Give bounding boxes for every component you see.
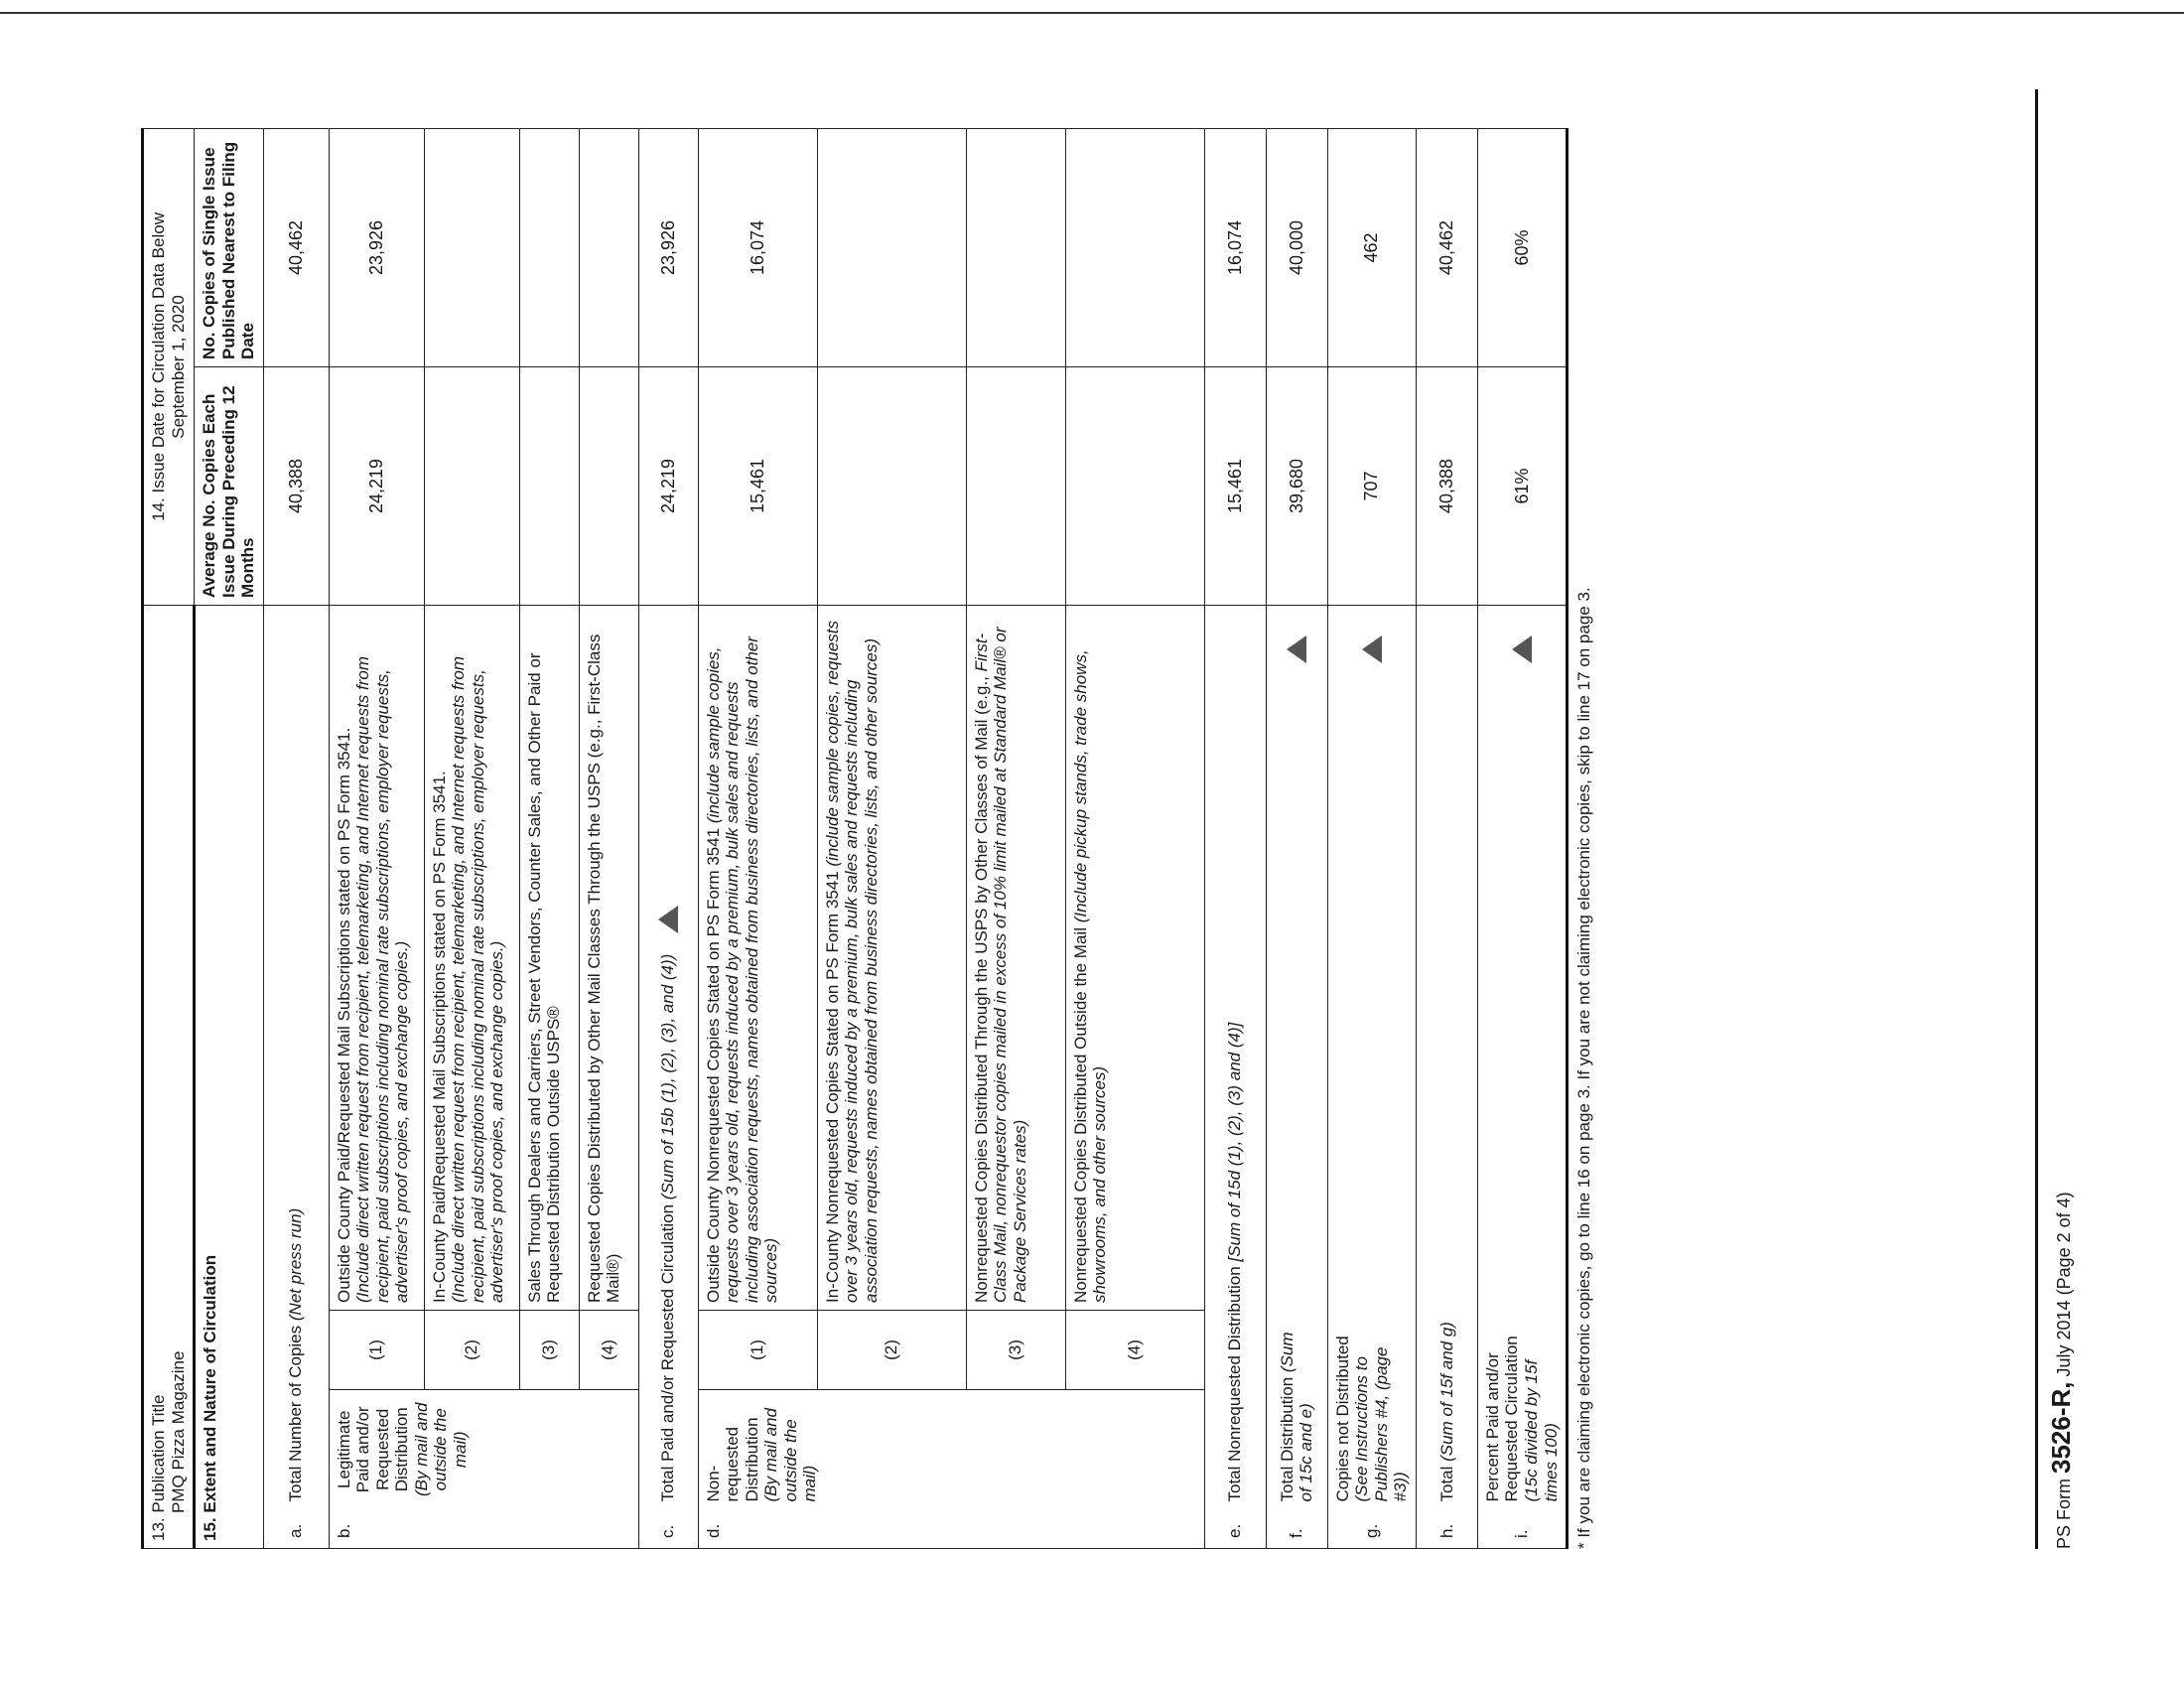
row-a-avg: 40,388 [263,366,329,605]
row-b3-avg [519,366,579,605]
row-d4-main: Nonrequested Copies Distributed Outside the Mail [1070,922,1090,1303]
row-d2 [817,128,966,1548]
row-f-label-text: Total Distribution [1277,1372,1297,1502]
item13-num: 13. [149,1517,168,1541]
row-b1 [329,128,424,1548]
extent-header [195,605,264,1548]
row-b1-desc [329,605,424,1310]
row-c-label-text: Total Paid and/or Requested Circulation [657,1199,677,1502]
row-d1-avg: 15,461 [698,366,817,605]
row-g-note: (See Instructions to Publishers #4, (page #3)) [1352,1346,1411,1502]
row-d3-note: First-Class Mail, nonrequestor copies mailed in excess of 10% limit mailed at Standard Mail® or Package Services rates) [971,627,1029,1303]
arrow-icon [1512,635,1532,663]
form-footer [2035,89,2077,1549]
row-f-label [1266,1311,1327,1509]
circulation-form [141,129,1594,1549]
row-b1-single: 23,926 [329,128,424,366]
row-a-letter: a. [263,1509,329,1549]
row-d3-avg [966,366,1065,605]
footer-prefix: PS Form [2054,1473,2074,1549]
row-d3-desc [966,605,1065,1310]
row-b-group-label: Legitimate Paid and/or Requested Distribution [334,1406,412,1493]
row-c-label [638,605,698,1508]
row-b3-num: (3) [519,1311,579,1390]
issue-date: September 1, 2020 [168,295,188,439]
row-d4-desc [1065,605,1204,1310]
row-b2 [424,128,519,1548]
row-i-label-text: Percent Paid and/or Requested Circulation [1482,1336,1522,1502]
row-i-avg: 61% [1477,366,1567,605]
row-b4-single [579,128,638,366]
row-h-label [1416,605,1477,1508]
row-f [1266,128,1327,1548]
row-b1-note: (Include direct written request from recipient, telemarketing, and Internet requests from recipient, paid subscriptions including nominal rate subscriptions, employer requests, advertiser's proof copies, and exchange copies.) [353,655,412,1303]
row-b1-num: (1) [329,1311,424,1390]
row-d-group-note: (By mail and outside the mail) [761,1408,820,1502]
row-b2-note: (Include direct written request from recipient, telemarketing, and Internet requests from recipient, paid subscriptions including nominal rate subscriptions, employer requests, advertiser's proof copies, and exchange copies.) [449,655,507,1303]
item13-label: Publication Title [149,1394,168,1513]
extent-label: Extent and Nature of Circulation [201,1254,220,1513]
row-c-single: 23,926 [638,128,698,366]
row-d1-main: Outside County Nonrequested Copies Stated on PS Form 3541 [703,823,723,1303]
row-i [1477,128,1567,1548]
row-b2-num: (2) [424,1311,519,1390]
row-b1-avg: 24,219 [329,366,424,605]
row-d3 [966,128,1065,1548]
row-d1-note: (include sample copies, requests over 3 years old, requests induced by a premium, bulk sales and requests including association requests, names obtained from business directories, lists, and other sources) [703,636,781,1303]
row-e-letter: e. [1204,1509,1266,1549]
row-h-single: 40,462 [1416,128,1477,366]
row-b2-single [424,128,519,366]
row-h [1416,128,1477,1548]
row-b2-desc [424,605,519,1310]
row-d2-note: (include sample copies, requests over 3 years old, requests induced by a premium, bulk sales and requests including association requests, names obtained from business directories, lists, and other sources) [822,621,881,1303]
row-g-label-text: Copies not Distributed [1332,1336,1352,1502]
row-d4-num: (4) [1065,1311,1204,1390]
row-d-letter: d. [698,1509,1204,1549]
row-a [263,128,329,1548]
row-d2-main: In-County Nonrequested Copies Stated on PS Form 3541 [822,866,842,1303]
arrow-icon [658,906,678,933]
single-column-header: No. Copies of Single Issue Published Nearest to Filing Date [195,128,264,366]
column-header-row [195,128,264,1548]
row-a-label [263,605,329,1508]
row-a-single: 40,462 [263,128,329,366]
row-e-avg: 15,461 [1204,366,1266,605]
row-c-letter: c. [638,1509,698,1549]
row-a-note: (Net press run) [286,1207,306,1322]
row-c-note: (Sum of 15b (1), (2), (3), and (4)) [657,953,677,1200]
arrow-icon [1362,635,1382,663]
row-g-avg: 707 [1327,366,1416,605]
item15-num: 15. [201,1517,220,1541]
publication-title: PMQ Pizza Magazine [168,1350,188,1513]
row-d2-num: (2) [817,1311,966,1390]
row-d2-desc [817,605,966,1310]
row-a-label-text: Total Number of Copies [286,1321,306,1502]
row-f-single: 40,000 [1266,128,1327,366]
row-b2-avg [424,366,519,605]
row-e-note: [Sum of 15d (1), (2), (3) and (4)] [1225,1022,1245,1262]
row-g-label [1327,1311,1416,1509]
row-b-group [329,1390,638,1509]
row-g-letter: g. [1327,1509,1416,1549]
footer-suffix: July 2014 (Page 2 of 4) [2054,1192,2074,1382]
row-f-letter: f. [1266,1509,1327,1549]
row-b-group-note: (By mail and outside the mail) [411,1402,471,1496]
row-b3-single [519,128,579,366]
publication-title-cell [143,605,195,1548]
row-d4-avg [1065,366,1204,605]
circulation-table [141,128,1569,1549]
row-b4-avg [579,366,638,605]
row-e [1204,128,1266,1548]
row-h-avg: 40,388 [1416,366,1477,605]
row-b1-main: Outside County Paid/Requested Mail Subscriptions stated on PS Form 3541. [334,727,353,1303]
row-e-label-text: Total Nonrequested Distribution [1225,1261,1245,1502]
row-d3-single [966,128,1065,366]
row-h-label-text: Total [1436,1461,1456,1502]
row-i-single: 60% [1477,128,1567,366]
row-i-label [1477,1311,1567,1509]
row-b-letter: b. [329,1509,638,1549]
row-d2-single [817,128,966,366]
row-b3 [519,128,579,1548]
row-h-note: (Sum of 15f and g) [1436,1322,1456,1462]
row-c-avg: 24,219 [638,366,698,605]
row-e-single: 16,074 [1204,128,1266,366]
row-d4-note: (Include pickup stands, trade shows, showrooms, and other sources) [1070,649,1110,1303]
row-d2-avg [817,366,966,605]
row-f-arrow-cell [1266,605,1327,1310]
arrow-icon [1287,635,1306,663]
row-g-arrow-cell [1327,605,1416,1310]
row-d1-single: 16,074 [698,128,817,366]
row-d4-single [1065,128,1204,366]
row-d1-num: (1) [698,1311,817,1390]
row-d-group-label: Non-requested Distribution [703,1417,761,1502]
row-g-single: 462 [1327,128,1416,366]
row-d1-desc [698,605,817,1310]
form-number: 3526-R, [2046,1381,2076,1474]
item14-label: 14. Issue Date for Circulation Data Below [149,212,168,521]
avg-column-header: Average No. Copies Each Issue During Preceding 12 Months [195,366,264,605]
row-c [638,128,698,1548]
header-row [143,128,195,1548]
row-b3-desc: Sales Through Dealers and Carriers, Street Vendors, Counter Sales, and Other Paid or Requested Distribution Outside USPS® [519,605,579,1310]
row-f-note: (Sum of 15c and e) [1277,1332,1316,1502]
row-d-group [698,1390,1204,1509]
row-i-letter: i. [1477,1509,1567,1549]
row-b4 [579,128,638,1548]
row-f-avg: 39,680 [1266,366,1327,605]
row-d1 [698,128,817,1548]
row-e-label [1204,605,1266,1508]
row-g [1327,128,1416,1548]
row-b2-main: In-County Paid/Requested Mail Subscriptions stated on PS Form 3541. [429,771,449,1303]
row-i-note: (15c divided by 15f times 100) [1522,1359,1561,1502]
row-d4 [1065,128,1204,1548]
footnote: * If you are claiming electronic copies, go to line 16 on page 3. If you are not claiming electronic copies, skip to line 17 on page 3. [1574,587,1594,1549]
row-i-arrow-cell [1477,605,1567,1310]
issue-date-cell [143,128,195,605]
row-b4-num: (4) [579,1311,638,1390]
row-d3-num: (3) [966,1311,1065,1390]
row-b4-desc: Requested Copies Distributed by Other Mail Classes Through the USPS (e.g., First-Class Mail®) [579,605,638,1310]
row-h-letter: h. [1416,1509,1477,1549]
row-d3-main: Nonrequested Copies Distributed Through the USPS by Other Classes of Mail (e.g., [971,671,991,1303]
